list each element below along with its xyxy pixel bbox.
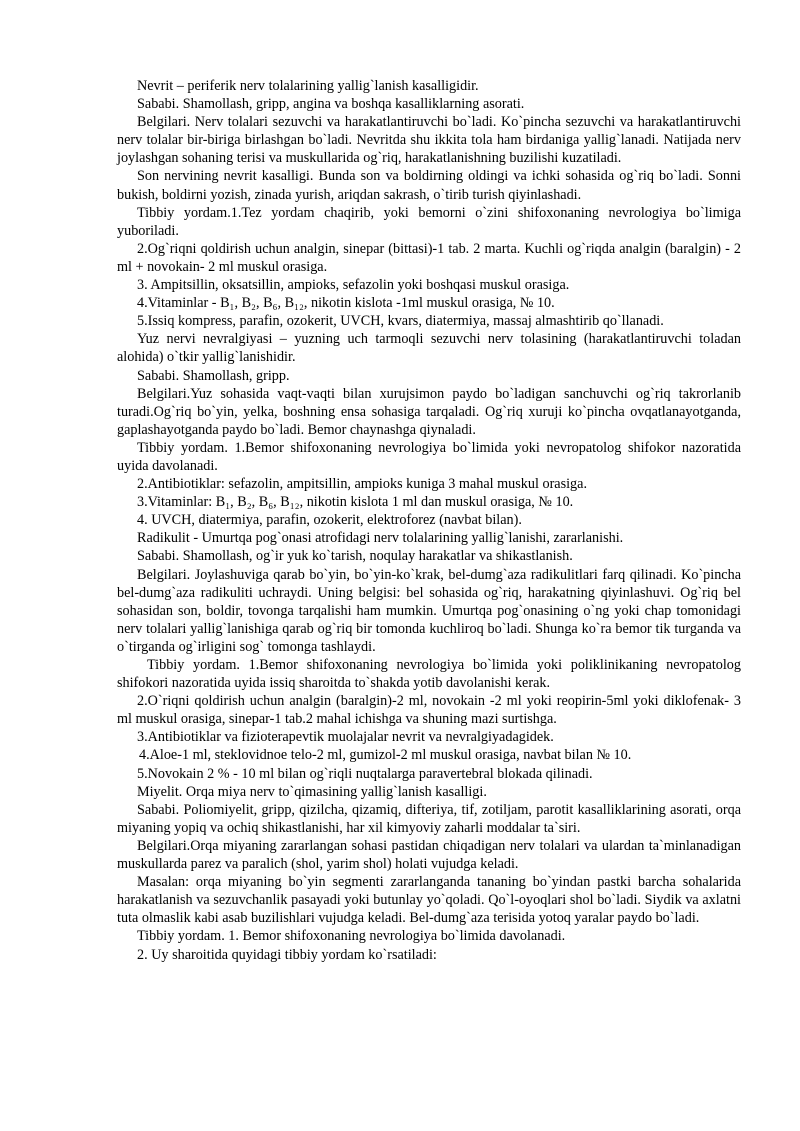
paragraph-facial-treatment-4: 4. UVCH, diatermiya, parafin, ozokerit, elektroforez (navbat bilan). [137, 512, 522, 529]
paragraph-myelitis-treatment-1: Tibbiy yordam. 1. Bemor shifoxonaning nevrologiya bo`limida davolanadi. [137, 928, 566, 945]
paragraph-radiculitis-cause: Sababi. Shamollash, og`ir yuk ko`tarish, noqulay harakatlar va shikastlanish. [137, 548, 573, 565]
paragraph-radiculitis-definition: Radikulit - Umurtqa pog`onasi atrofidagi nerv tolalarining yallig`lanishi, zararlanishi. [137, 530, 624, 547]
paragraph-radiculitis-treatment-1: Tibbiy yordam. 1.Bemor shifoxonaning nevrologiya bo`limida yoki poliklinikaning nevropatolog shifokori nazoratida uyida issiq sharoitda to`shakda yotib davolanishi kerak. [117, 657, 741, 692]
paragraph-myelitis-example: Masalan: orqa miyaning bo`yin segmenti zararlanganda tananing bo`yindan pastki barcha sohalarida harakatlanish va sezuvchanlik pasayadi yoki butunlay yo`qoladi. Qo`l-oyoqlari shol bo`ladi. Siydik va axlatni tuta olmaslik kabi asab buzilishlari vujudga keladi. Bel-dumg`aza terisida yotoq yaralar paydo bo`ladi. [117, 874, 741, 927]
paragraph-facial-treatment-1: Tibbiy yordam. 1.Bemor shifoxonaning nevrologiya bo`limida yoki nevropatolog shifokor nazoratida uyida davolanadi. [117, 439, 741, 474]
paragraph-facial-cause: Sababi. Shamollash, gripp. [137, 367, 290, 384]
paragraph-radiculitis-treatment-3: 3.Antibiotiklar va fizioterapevtik muolajalar nevrit va nevralgiyadagidek. [137, 729, 554, 746]
paragraph-femoral-nevrit: Son nervining nevrit kasalligi. Bunda son va boldirning oldingi va ichki sohasida og`riq bo`ladi. Sonni bukish, boldirni yozish, zinada yurish, ariqdan sakrash, o`tirib turish qiyinlashadi. [117, 168, 741, 203]
paragraph-facial-symptoms: Belgilari.Yuz sohasida vaqt-vaqti bilan xurujsimon paydo bo`ladigan sanchuvchi og`riq takrorlanib turadi.Og`riq bo`yin, yelka, boshning ensa sohasiga tarqaladi. Og`riq xuruji ko`pincha ovqatlanayotganda, gaplashayotganda paydo bo`ladi. Bemor chaynashga qiynaladi. [117, 385, 741, 438]
paragraph-nevrit-treatment-4: 4.Vitaminlar - B₁, B₂, B₆, B₁₂, nikotin kislota -1ml muskul orasiga, № 10. [137, 295, 555, 312]
paragraph-facial-treatment-3: 3.Vitaminlar: B₁, B₂, B₆, B₁₂, nikotin kislota 1 ml dan muskul orasiga, № 10. [137, 494, 574, 511]
paragraph-myelitis-treatment-2: 2. Uy sharoitida quyidagi tibbiy yordam ko`rsatiladi: [137, 946, 437, 963]
paragraph-radiculitis-treatment-2: 2.O`riqni qoldirish uchun analgin (baralgin)-2 ml, novokain -2 ml yoki reopirin-5ml yoki diklofenak- 3 ml muskul orasiga, sinepar-1 tab.2 mahal ichishga va shuning mazi surtishga. [117, 693, 741, 728]
paragraph-radiculitis-symptoms: Belgilari. Joylashuviga qarab bo`yin, bo`yin-ko`krak, bel-dumg`aza radikulitlari farq qilinadi. Ko`pincha bel-dumg`aza radikuliti uchraydi. Uning belgisi: bel sohasida og`riq, harakatning qiyinlashuvi. Og`riq bel sohasidan son, boldir, tovonga tarqalishi ham mumkin. Umurtqa pog`onasining o`ng yoki chap tomonidagi nerv tolalari yallig`lanishiga qarab og`riq bir tomonda kuchliroq bo`ladi. Shunga ko`ra bemor tik turganda va o`tirganda og`irligini sog` tomonga tashlaydi. [117, 566, 741, 655]
document-page [117, 77, 741, 964]
paragraph-nevrit-treatment-2: 2.Og`riqni qoldirish uchun analgin, sinepar (bittasi)-1 tab. 2 marta. Kuchli og`riqda analgin (baralgin) - 2 ml + novokain- 2 ml muskul orasiga. [117, 240, 741, 275]
paragraph-nevrit-symptoms: Belgilari. Nerv tolalari sezuvchi va harakatlantiruvchi bo`ladi. Ko`pincha sezuvchi va harakatlantiruvchi nerv tolalar bir-biriga birlashgan bo`ladi. Nevritda shu ikkita tola ham birdaniga yallig`lanadi. Natijada nerv joylashgan sohaning terisi va muskullarida og`riq, harakatlanishning buzilishi kuzatiladi. [117, 114, 741, 167]
paragraph-nevrit-definition: Nevrit – periferik nerv tolalarining yallig`lanish kasalligidir. [137, 78, 479, 94]
paragraph-myelitis-cause: Sababi. Poliomiyelit, gripp, qizilcha, qizamiq, difteriya, tif, zotiljam, parotit kasalliklarining asorati, orqa miyaning yopiq va ochiq shikastlanishi, har xil kimyoviy zaharli moddalar ta`siri. [117, 801, 741, 836]
paragraph-radiculitis-treatment-4: 4.Aloe-1 ml, steklovidnoe telo-2 ml, gumizol-2 ml muskul orasiga, navbat bilan № 10. [139, 747, 632, 764]
paragraph-nevrit-treatment-5: 5.Issiq kompress, parafin, ozokerit, UVCH, kvars, diatermiya, massaj almashtirib qo`llanadi. [137, 313, 664, 330]
paragraph-nevrit-treatment-3: 3. Ampitsillin, oksatsillin, ampioks, sefazolin yoki boshqasi muskul orasiga. [137, 277, 570, 294]
paragraph-nevrit-cause: Sababi. Shamollash, gripp, angina va boshqa kasalliklarning asorati. [137, 96, 525, 113]
paragraph-myelitis-definition: Miyelit. Orqa miya nerv to`qimasining yallig`lanish kasalligi. [137, 783, 487, 800]
paragraph-myelitis-symptoms: Belgilari.Orqa miyaning zararlangan sohasi pastidan chiqadigan nerv tolalari va ulardan ta`minlanadigan muskullarda parez va paralich (shol, yarim shol) holati vujudga keladi. [117, 837, 741, 873]
paragraph-facial-neuralgia: Yuz nervi nevralgiyasi – yuzning uch tarmoqli sezuvchi nerv tolasining (harakatlantiruvchi toladan alohida) o`tkir yallig`lanishidir. [117, 331, 741, 366]
paragraph-nevrit-treatment-1: Tibbiy yordam.1.Tez yordam chaqirib, yoki bemorni o`zini shifoxonaning nevrologiya bo`limiga yuboriladi. [117, 204, 741, 239]
paragraph-radiculitis-treatment-5: 5.Novokain 2 % - 10 ml bilan og`riqli nuqtalarga paravertebral blokada qilinadi. [137, 765, 593, 782]
paragraph-facial-treatment-2: 2.Antibiotiklar: sefazolin, ampitsillin, ampioks kuniga 3 mahal muskul orasiga. [137, 476, 587, 493]
